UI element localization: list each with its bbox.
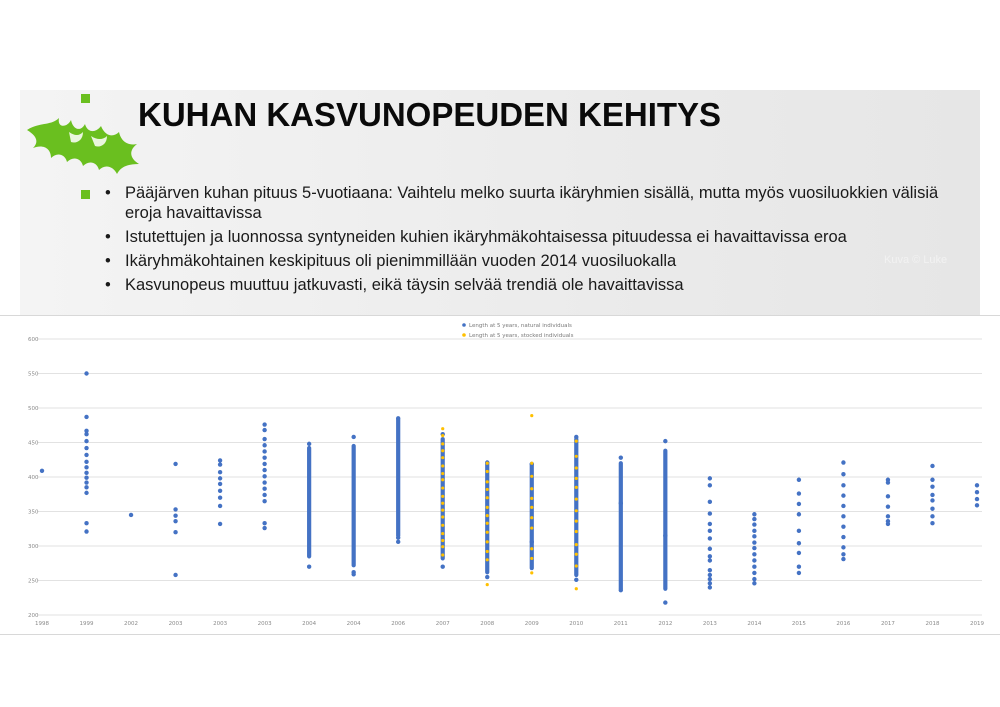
natural-point [708, 511, 712, 515]
natural-point [40, 469, 44, 473]
natural-point [930, 514, 934, 518]
natural-point [708, 529, 712, 533]
stocked-point [530, 475, 533, 478]
natural-point [218, 458, 222, 462]
natural-point [752, 577, 756, 581]
stocked-point [486, 480, 489, 483]
natural-point [218, 482, 222, 486]
stocked-point [530, 547, 533, 550]
natural-point [84, 371, 88, 375]
natural-point [797, 571, 801, 575]
natural-point [84, 465, 88, 469]
stocked-point [530, 526, 533, 529]
x-tick-label: 2004 [346, 621, 361, 627]
natural-point [307, 565, 311, 569]
natural-point [708, 536, 712, 540]
natural-point [262, 521, 266, 525]
natural-point [797, 551, 801, 555]
natural-point [797, 491, 801, 495]
stocked-point [575, 466, 578, 469]
natural-point [84, 432, 88, 436]
stocked-point [441, 532, 444, 535]
bullet-item: • Ikäryhmäkohtainen keskipituus oli pienimmillään vuoden 2014 vuosiluokalla [105, 251, 975, 271]
natural-point [930, 498, 934, 502]
x-tick-label: 2014 [747, 621, 762, 627]
stocked-point [575, 509, 578, 512]
natural-point [218, 462, 222, 466]
image-credit-watermark: Kuva © Luke [884, 254, 948, 266]
natural-point [886, 514, 890, 518]
stocked-point [530, 506, 533, 509]
natural-point [752, 522, 756, 526]
legend-label: Length at 5 years, natural individuals [469, 323, 572, 329]
y-tick-label: 200 [28, 613, 39, 619]
stocked-point [575, 520, 578, 523]
stocked-point [441, 464, 444, 467]
stocked-point [575, 564, 578, 567]
stocked-point [486, 514, 489, 517]
x-tick-label: 2017 [880, 621, 895, 627]
natural-point [218, 496, 222, 500]
logo-square-bottom [81, 190, 90, 199]
natural-point [218, 522, 222, 526]
natural-point [930, 507, 934, 511]
natural-point [797, 512, 801, 516]
natural-point [975, 483, 979, 487]
natural-point [218, 476, 222, 480]
natural-point [262, 474, 266, 478]
x-tick-label: 2009 [524, 621, 539, 627]
stocked-point [530, 516, 533, 519]
natural-point [975, 503, 979, 507]
logo-flame [27, 118, 139, 174]
natural-point [663, 439, 667, 443]
scatter-chart [0, 316, 1000, 634]
natural-point [708, 577, 712, 581]
x-tick-label: 2016 [836, 621, 851, 627]
stocked-point [441, 553, 444, 556]
natural-point [841, 557, 845, 561]
x-tick-label: 2011 [613, 621, 628, 627]
natural-point [752, 540, 756, 544]
natural-point [218, 504, 222, 508]
bullet-item: • Kasvunopeus muuttuu jatkuvasti, eikä täysin selvää trendiä ole havaittavissa [105, 275, 975, 295]
natural-point [262, 428, 266, 432]
natural-point [797, 541, 801, 545]
natural-point [307, 442, 311, 446]
natural-point [262, 493, 266, 497]
stocked-point [486, 558, 489, 561]
natural-point [173, 530, 177, 534]
legend-label: Length at 5 years, stocked individuals [469, 333, 574, 339]
slide-title: KUHAN KASVUNOPEUDEN KEHITYS [138, 96, 722, 133]
natural-point [441, 565, 445, 569]
x-tick-label: 1998 [35, 621, 49, 627]
natural-point [841, 472, 845, 476]
stocked-point [441, 509, 444, 512]
natural-point [530, 540, 534, 544]
natural-point [930, 484, 934, 488]
x-tick-label: 2012 [658, 621, 673, 627]
y-tick-label: 550 [28, 371, 39, 378]
stocked-point [441, 442, 444, 445]
y-axis-ticks [28, 337, 39, 619]
natural-point [396, 416, 400, 420]
y-tick-label: 450 [28, 440, 39, 447]
stocked-point [441, 524, 444, 527]
stocked-point [441, 486, 444, 489]
natural-point [619, 501, 623, 505]
natural-point [975, 497, 979, 501]
stocked-point [575, 455, 578, 458]
stocked-point [530, 462, 533, 465]
data-points [40, 371, 979, 604]
natural-point [351, 572, 355, 576]
natural-point [262, 449, 266, 453]
natural-point [619, 455, 623, 459]
natural-point [173, 513, 177, 517]
stocked-point [486, 496, 489, 499]
y-tick-label: 250 [28, 578, 39, 585]
natural-point [84, 480, 88, 484]
natural-point [752, 565, 756, 569]
natural-point [218, 489, 222, 493]
natural-point [797, 478, 801, 482]
natural-point [841, 493, 845, 497]
natural-point [84, 439, 88, 443]
natural-point [84, 475, 88, 479]
natural-point [129, 513, 133, 517]
stocked-point [441, 539, 444, 542]
natural-point [841, 552, 845, 556]
grid-lines [37, 339, 982, 615]
natural-point [752, 571, 756, 575]
natural-point [708, 568, 712, 572]
natural-point [708, 558, 712, 562]
natural-point [797, 502, 801, 506]
x-tick-label: 2003 [257, 621, 272, 627]
stocked-point [530, 571, 533, 574]
natural-point [886, 522, 890, 526]
natural-point [752, 552, 756, 556]
natural-point [886, 494, 890, 498]
stocked-point [486, 522, 489, 525]
natural-point [84, 471, 88, 475]
stocked-point [486, 506, 489, 509]
x-tick-label: 2003 [168, 621, 183, 627]
x-axis-ticks [35, 621, 984, 627]
natural-point [886, 480, 890, 484]
x-tick-label: 2002 [124, 621, 139, 627]
natural-point [708, 554, 712, 558]
natural-point [173, 519, 177, 523]
natural-point [886, 504, 890, 508]
stocked-point [530, 497, 533, 500]
natural-point [841, 514, 845, 518]
stocked-point [486, 583, 489, 586]
natural-point [752, 558, 756, 562]
natural-point [663, 600, 667, 604]
stocked-point [441, 427, 444, 430]
natural-point [708, 476, 712, 480]
bullet-list [105, 183, 975, 299]
natural-point [84, 529, 88, 533]
natural-point [708, 585, 712, 589]
x-tick-label: 2018 [925, 621, 940, 627]
stocked-point [441, 434, 444, 437]
legend [462, 323, 573, 339]
natural-point [485, 575, 489, 579]
natural-point [351, 435, 355, 439]
natural-point [84, 460, 88, 464]
natural-point [797, 529, 801, 533]
stocked-point [530, 487, 533, 490]
y-tick-label: 400 [28, 475, 39, 481]
natural-point [574, 578, 578, 582]
natural-point [752, 529, 756, 533]
natural-point [708, 581, 712, 585]
bullet-item: • Istutettujen ja luonnossa syntyneiden kuhien ikäryhmäkohtaisessa pituudessa ei havaittavissa eroa [105, 227, 975, 247]
y-tick-label: 350 [28, 509, 39, 516]
logo-square-top [81, 94, 90, 103]
x-tick-label: 2004 [302, 621, 317, 627]
natural-point [619, 588, 623, 592]
natural-point [841, 545, 845, 549]
natural-point [262, 480, 266, 484]
natural-point [84, 415, 88, 419]
natural-point [396, 540, 400, 544]
stocked-point [486, 470, 489, 473]
dense-range-bars [309, 420, 665, 589]
stocked-point [575, 530, 578, 533]
natural-point [262, 499, 266, 503]
natural-point [752, 534, 756, 538]
natural-point [173, 573, 177, 577]
natural-point [930, 521, 934, 525]
natural-point [173, 507, 177, 511]
natural-point [930, 478, 934, 482]
x-tick-label: 2019 [970, 621, 984, 627]
x-tick-label: 1999 [79, 621, 94, 627]
stocked-point [486, 540, 489, 543]
x-tick-label: 2003 [213, 621, 228, 627]
natural-point [262, 437, 266, 441]
y-tick-label: 500 [28, 406, 39, 412]
natural-point [84, 491, 88, 495]
chart-panel [0, 315, 1000, 635]
x-tick-label: 2007 [435, 621, 450, 627]
stocked-point [486, 488, 489, 491]
y-tick-label: 300 [28, 544, 39, 550]
natural-point [173, 462, 177, 466]
x-tick-label: 2006 [391, 621, 406, 627]
natural-point [396, 536, 400, 540]
stocked-point [441, 456, 444, 459]
stocked-point [575, 553, 578, 556]
stocked-point [530, 414, 533, 417]
natural-point [708, 547, 712, 551]
natural-point [975, 490, 979, 494]
natural-point [752, 517, 756, 521]
natural-point [708, 522, 712, 526]
natural-point [930, 464, 934, 468]
x-tick-label: 2013 [702, 621, 717, 627]
stocked-point [575, 587, 578, 590]
natural-point [708, 573, 712, 577]
natural-point [841, 535, 845, 539]
natural-point [752, 546, 756, 550]
stocked-point [486, 531, 489, 534]
natural-point [930, 493, 934, 497]
stocked-point [575, 440, 578, 443]
natural-point [262, 422, 266, 426]
stocked-point [441, 545, 444, 548]
x-tick-label: 2010 [569, 621, 584, 627]
stocked-point [441, 502, 444, 505]
legend-marker [462, 323, 466, 327]
natural-point [262, 462, 266, 466]
stocked-point [575, 477, 578, 480]
natural-point [708, 500, 712, 504]
natural-point [218, 470, 222, 474]
natural-point [262, 468, 266, 472]
natural-point [262, 487, 266, 491]
natural-point [84, 446, 88, 450]
bullet-item: • Pääjärven kuhan pituus 5-vuotiaana: Vaihtelu melko suurta ikäryhmien sisällä, mutta myös vuosiluokkien välisiä eroja havaittavissa [105, 183, 975, 223]
x-tick-label: 2015 [791, 621, 806, 627]
natural-point [841, 504, 845, 508]
natural-point [752, 581, 756, 585]
natural-point [84, 453, 88, 457]
stocked-point [486, 462, 489, 465]
stocked-point [441, 478, 444, 481]
stocked-point [530, 557, 533, 560]
natural-point [797, 565, 801, 569]
natural-point [841, 483, 845, 487]
natural-point [262, 526, 266, 530]
stocked-point [575, 497, 578, 500]
legend-marker [462, 333, 466, 337]
stocked-point [441, 515, 444, 518]
natural-point [841, 524, 845, 528]
stocked-point [441, 495, 444, 498]
stocked-point [486, 550, 489, 553]
natural-point [84, 521, 88, 525]
stocked-point [441, 449, 444, 452]
natural-point [262, 443, 266, 447]
x-tick-label: 2008 [480, 621, 495, 627]
stocked-point [441, 472, 444, 475]
natural-point [262, 455, 266, 459]
natural-point [84, 485, 88, 489]
stocked-point [575, 486, 578, 489]
natural-point [752, 512, 756, 516]
y-tick-label: 600 [28, 337, 39, 343]
stocked-point [575, 543, 578, 546]
natural-point [574, 435, 578, 439]
natural-point [663, 533, 667, 537]
natural-point [708, 483, 712, 487]
natural-point [841, 460, 845, 464]
